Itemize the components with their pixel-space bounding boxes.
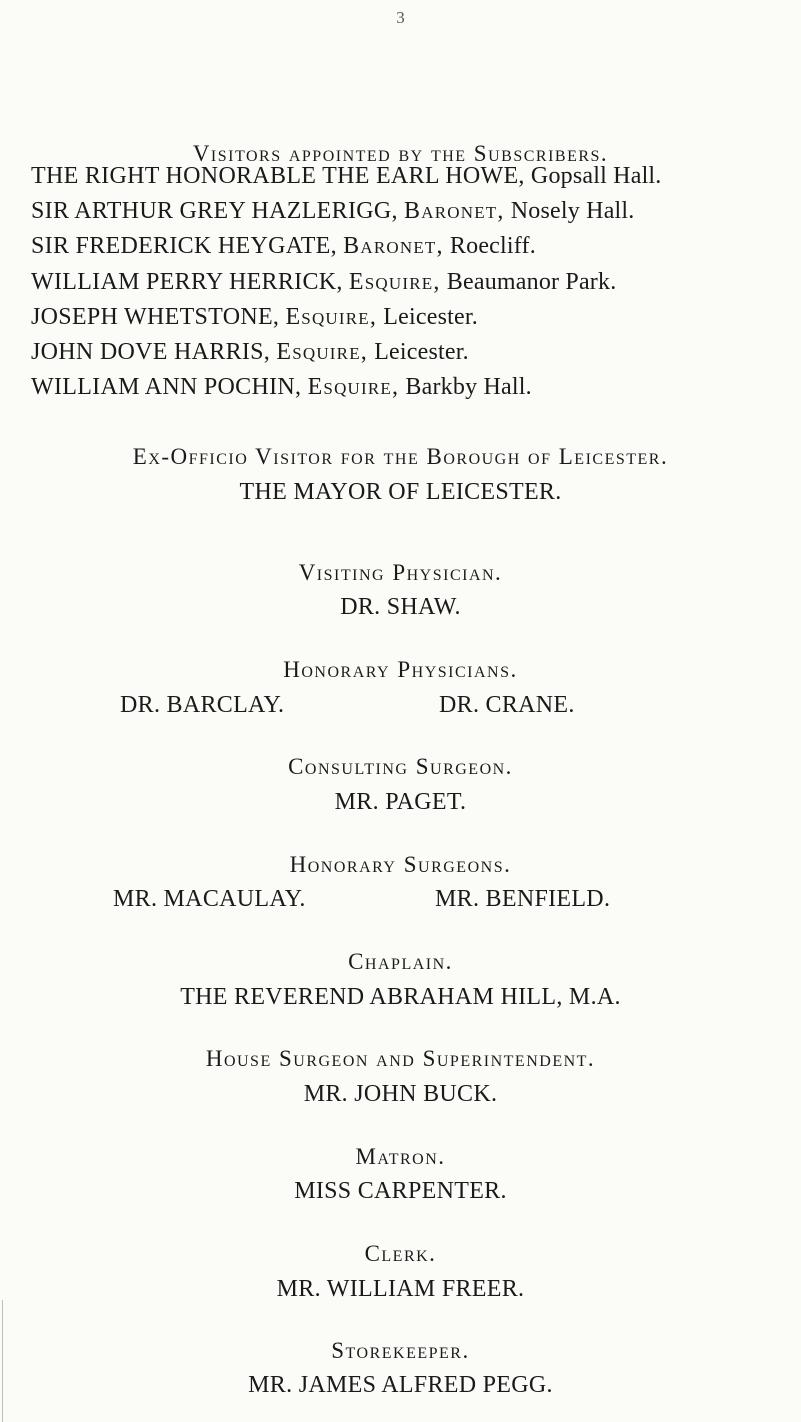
page-number: 3 — [396, 8, 405, 27]
visitor-line — [31, 339, 469, 366]
consulting-surgeon-heading: Consulting Surgeon. — [288, 754, 513, 779]
visitor-place: Barkby Hall. — [405, 374, 532, 400]
visitor-rank: Esquire, — [307, 374, 400, 400]
visitor-name: WILLIAM ANN POCHIN, — [31, 374, 302, 400]
visitor-rank: Baronet, — [404, 198, 505, 224]
visitor-line — [31, 233, 536, 260]
honorary-physician-name: DR. BARCLAY. — [120, 692, 285, 718]
storekeeper-heading: Storekeeper. — [331, 1338, 470, 1363]
storekeeper-name: MR. JAMES ALFRED PEGG. — [248, 1372, 553, 1398]
visitors-heading: Visitors appointed by the Subscribers. — [192, 141, 609, 166]
visitor-place: Beaumanor Park. — [446, 269, 617, 295]
visitor-line — [31, 163, 662, 190]
visitor-place: Roecliff. — [449, 233, 536, 259]
visiting-physician-heading: Visiting Physician. — [298, 560, 503, 585]
ex-officio-name: THE MAYOR OF LEICESTER. — [239, 479, 562, 505]
consulting-surgeon-name: MR. PAGET. — [334, 789, 467, 815]
visitor-name: JOSEPH WHETSTONE, — [31, 304, 280, 330]
honorary-physician-name: DR. CRANE. — [439, 692, 575, 718]
visitor-name: THE RIGHT HONORABLE THE EARL HOWE, — [31, 163, 525, 189]
visitor-rank: Esquire, — [276, 339, 368, 365]
house-surgeon-heading: House Surgeon and Superintendent. — [205, 1046, 596, 1071]
ex-officio-heading: Ex-Officio Visitor for the Borough of Leicester. — [132, 444, 669, 469]
visitor-place: Gopsall Hall. — [530, 163, 662, 189]
visitor-place: Leicester. — [383, 304, 478, 330]
visitor-name: JOHN DOVE HARRIS, — [31, 339, 271, 365]
visitor-line — [31, 374, 532, 401]
house-surgeon-name: MR. JOHN BUCK. — [303, 1081, 498, 1107]
visitor-rank: Esquire, — [348, 269, 441, 295]
honorary-surgeon-name: MR. BENFIELD. — [435, 886, 611, 912]
visitor-name: SIR ARTHUR GREY HAZLERIGG, — [31, 198, 398, 224]
clerk-heading: Clerk. — [364, 1241, 437, 1266]
honorary-physicians-heading: Honorary Physicians. — [283, 657, 518, 682]
clerk-name: MR. WILLIAM FREER. — [276, 1276, 525, 1302]
visitor-line — [31, 269, 616, 296]
honorary-surgeons-heading: Honorary Surgeons. — [289, 852, 512, 877]
matron-name: MISS CARPENTER. — [294, 1178, 507, 1204]
visitor-name: SIR FREDERICK HEYGATE, — [31, 233, 337, 259]
visitor-line — [31, 304, 478, 331]
chaplain-name: THE REVEREND ABRAHAM HILL, M.A. — [180, 984, 621, 1010]
visitor-rank: Esquire, — [285, 304, 378, 330]
visiting-physician-name: DR. SHAW. — [340, 594, 461, 620]
visitor-place: Leicester. — [374, 339, 469, 365]
visitor-line — [31, 198, 634, 225]
visitor-place: Nosely Hall. — [510, 198, 635, 224]
visitor-name: WILLIAM PERRY HERRICK, — [31, 269, 343, 295]
page-edge-line — [2, 1300, 3, 1422]
honorary-surgeon-name: MR. MACAULAY. — [113, 886, 306, 912]
matron-heading: Matron. — [355, 1144, 446, 1169]
visitor-rank: Baronet, — [343, 233, 444, 259]
chaplain-heading: Chaplain. — [348, 949, 453, 974]
